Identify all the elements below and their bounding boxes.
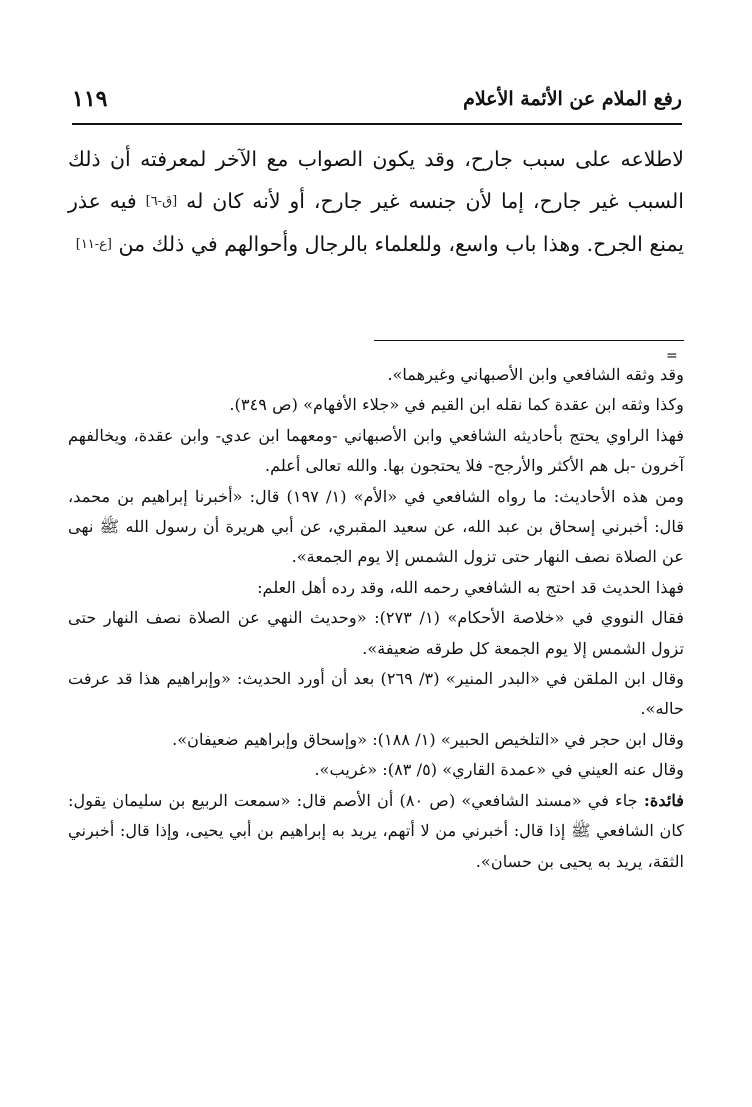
main-text-part-1: لاطلاعه على سبب جارح، وقد يكون الصواب مع الآخر لمعرفته أن ذلك السبب غير جارح، إما لأن جنسه غير جارح، أو لأنه كان له bbox=[68, 147, 684, 213]
main-paragraph bbox=[68, 138, 684, 266]
footnote-paragraph: فهذا الحديث قد احتج به الشافعي رحمه الله، وقد رده أهل العلم: bbox=[257, 577, 684, 597]
footnote-paragraph: وقال عنه العيني في «عمدة القاري» (٥/ ٨٣): «غريب». bbox=[314, 760, 684, 780]
main-text-part-2: فيه عذر يمنع الجرح. وهذا باب واسع، وللعلماء بالرجال وأحوالهم في ذلك من bbox=[68, 189, 684, 256]
benefit-label: فائدة: bbox=[643, 790, 684, 810]
footnote-paragraph: ومن هذه الأحاديث: ما رواه الشافعي في «الأم» (١/ ١٩٧) قال: «أخبرنا إبراهيم بن محمد، قال: أخبرني إسحاق بن عبد الله، عن سعيد المقبري، عن أبي هريرة أن رسول الله ﷺ نهى عن الصلاة نصف النهار حتى تزول الشمس إلا يوم الجمعة». bbox=[68, 486, 684, 567]
running-title: رفع الملام عن الأئمة الأعلام bbox=[463, 88, 682, 110]
footnote-paragraph: وكذا وثقه ابن عقدة كما نقله ابن القيم في «جلاء الأفهام» (ص ٣٤٩). bbox=[229, 395, 684, 415]
footnote-paragraph: وقال ابن الملقن في «البدر المنير» (٣/ ٢٦٩) بعد أن أورد الحديث: «وإبراهيم هذا قد عرفت حاله». bbox=[68, 669, 684, 719]
running-header bbox=[72, 84, 682, 124]
header-rule bbox=[72, 123, 682, 125]
page-number: ١١٩ bbox=[72, 86, 108, 112]
footnote-paragraph: وقد وثقه الشافعي وابن الأصبهاني وغيرهما». bbox=[387, 365, 684, 384]
footnote-paragraph: وقال ابن حجر في «التلخيص الحبير» (١/ ١٨٨): «وإسحاق وإبراهيم ضعيفان». bbox=[172, 729, 684, 749]
manuscript-marker-2: [ع-١١] bbox=[75, 237, 113, 252]
footnote-paragraph: فقال النووي في «خلاصة الأحكام» (١/ ٢٧٣): «وحديث النهي عن الصلاة نصف النهار حتى تزول الشمس إلا يوم الجمعة كل طرقه ضعيفة». bbox=[68, 608, 684, 658]
footnote-continuation-mark: = bbox=[666, 348, 678, 364]
footnote-separator bbox=[374, 340, 684, 341]
footnote-paragraph: فهذا الراوي يحتج بأحاديثه الشافعي وابن الأصبهاني -ومعهما ابن عدي- وابن عقدة، ويخالفهم آخرون -بل هم الأكثر والأرجح- فلا يحتجون بها. والله تعالى أعلم. bbox=[68, 425, 684, 476]
footnotes bbox=[68, 360, 684, 877]
main-text bbox=[68, 138, 684, 266]
footnote-paragraph-benefit bbox=[68, 786, 684, 877]
manuscript-marker-1: [ق-٦] bbox=[145, 194, 178, 209]
benefit-text: جاء في «مسند الشافعي» (ص ٨٠) أن الأصم قال: «سمعت الربيع بن سليمان يقول: كان الشافعي ﷺ إذا قال: أخبرني من لا أتهم، يريد به إبراهيم بن أبي يحيى، وإذا قال: أخبرني الثقة، يريد به يحيى بن حسان». bbox=[68, 790, 684, 871]
